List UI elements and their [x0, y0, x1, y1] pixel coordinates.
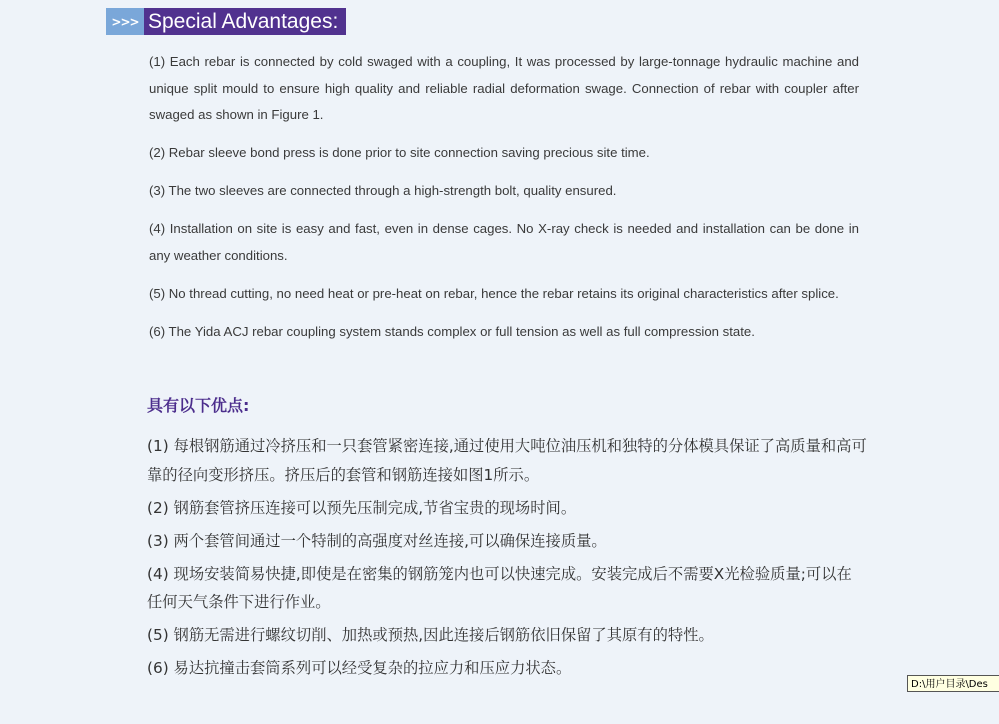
english-advantage-item: (6) The Yida ACJ rebar coupling system stands complex or full tension as well as full compression state.	[149, 323, 755, 339]
chinese-advantage-item: (5) 钢筋无需进行螺纹切削、加热或预热,因此连接后钢筋依旧保留了其原有的特性。	[147, 626, 714, 644]
section-title: Special Advantages:	[144, 8, 346, 35]
chinese-advantage-item: (3) 两个套管间通过一个特制的高强度对丝连接,可以确保连接质量。	[147, 531, 607, 550]
chinese-advantage-item: (6) 易达抗撞击套筒系列可以经受复杂的拉应力和压应力状态。	[147, 659, 572, 677]
chinese-advantages-list	[147, 432, 867, 687]
chinese-advantage-item: (2) 钢筋套管挤压连接可以预先压制完成,节省宝贵的现场时间。	[147, 498, 577, 517]
chinese-heading: 具有以下优点:	[147, 396, 250, 415]
english-advantages-list	[149, 49, 859, 357]
english-advantage-item: (2) Rebar sleeve bond press is done prior to site connection saving precious site time.	[149, 145, 650, 160]
english-advantage-item: (3) The two sleeves are connected through a high-strength bolt, quality ensured.	[149, 183, 617, 198]
chinese-advantage-item: (1) 每根钢筋通过冷挤压和一只套管紧密连接,通过使用大吨位油压机和独特的分体模具保证了高质量和高可靠的径向变形挤压。挤压后的套管和钢筋连接如图1所示。	[147, 437, 867, 484]
english-advantage-item: (5) No thread cutting, no need heat or pre-heat on rebar, hence the rebar retains its original characteristics after splice.	[149, 285, 839, 301]
english-advantage-item: (4) Installation on site is easy and fast, even in dense cages. No X-ray check is needed and installation can be done in any weather conditions.	[149, 221, 859, 263]
english-advantage-item: (1) Each rebar is connected by cold swaged with a coupling, It was processed by large-tonnage hydraulic machine and unique split mould to ensure high quality and reliable radial deformation swage. Connection of rebar with coupler after swaged as shown in Figure 1.	[149, 54, 859, 122]
chinese-advantage-item: (4) 现场安装简易快捷,即使是在密集的钢筋笼内也可以快速完成。安装完成后不需要X光检验质量;可以在任何天气条件下进行作业。	[147, 564, 852, 611]
triple-chevron-icon: >>>	[106, 8, 144, 35]
section-header	[106, 8, 346, 35]
file-path-tooltip: D:\用户目录\Des	[907, 675, 999, 692]
